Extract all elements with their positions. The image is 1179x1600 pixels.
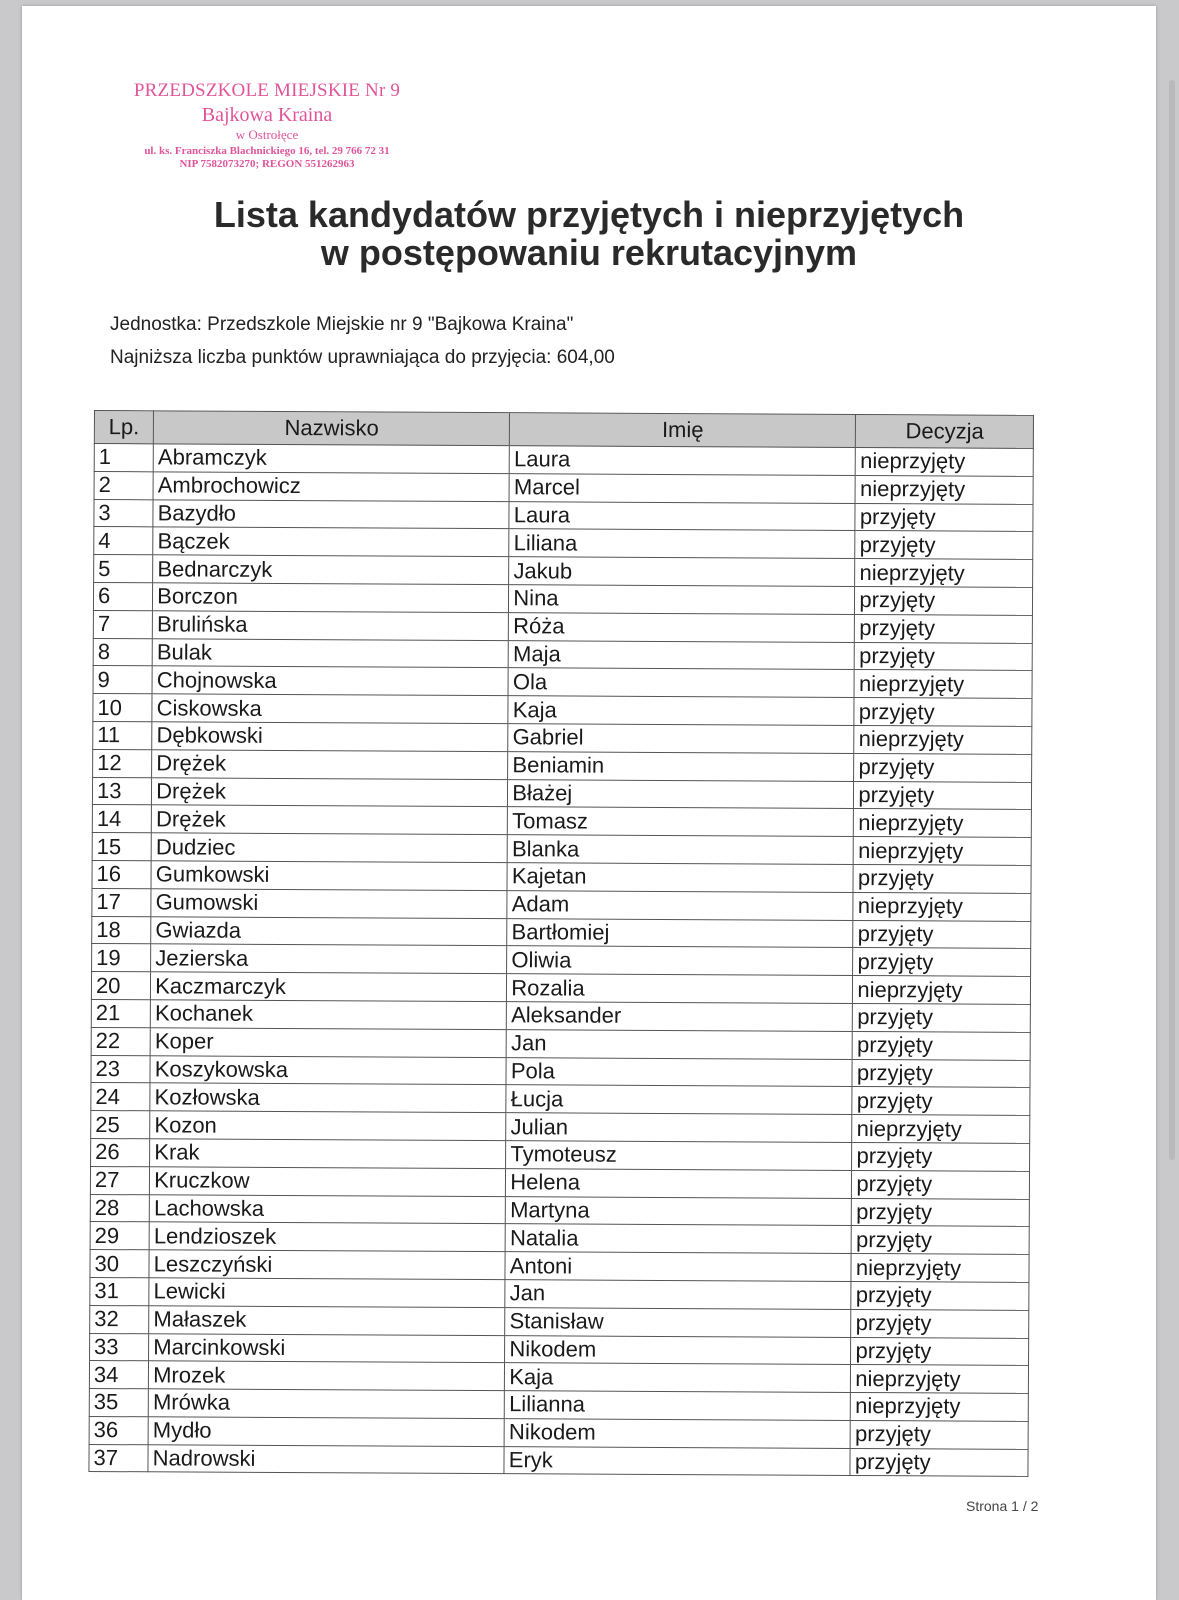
row-first-name: Julian bbox=[506, 1113, 852, 1143]
row-decision: przyjęty bbox=[852, 1198, 1030, 1227]
row-lp: 37 bbox=[89, 1444, 148, 1472]
row-decision: nieprzyjęty bbox=[855, 475, 1033, 504]
row-first-name: Oliwia bbox=[507, 946, 853, 976]
row-first-name: Liliana bbox=[509, 529, 855, 559]
table-row bbox=[89, 1444, 1028, 1477]
row-first-name: Maja bbox=[508, 640, 854, 670]
row-first-name: Tymoteusz bbox=[506, 1141, 852, 1171]
row-surname: Mydło bbox=[148, 1417, 504, 1447]
row-lp: 27 bbox=[90, 1166, 149, 1194]
row-lp: 14 bbox=[92, 805, 151, 833]
row-surname: Lewicki bbox=[149, 1278, 505, 1308]
stamp-line-4: ul. ks. Franciszka Blachnickiego 16, tel. 29 766 72 31 bbox=[144, 145, 390, 157]
row-first-name: Blanka bbox=[507, 835, 853, 865]
row-first-name: Eryk bbox=[504, 1446, 850, 1476]
row-lp: 22 bbox=[91, 1027, 150, 1055]
row-lp: 3 bbox=[94, 499, 153, 527]
row-decision: przyjęty bbox=[851, 1337, 1029, 1366]
row-decision: nieprzyjęty bbox=[854, 837, 1032, 866]
row-first-name: Bartłomiej bbox=[507, 918, 853, 948]
row-decision: przyjęty bbox=[854, 781, 1032, 810]
row-decision: nieprzyjęty bbox=[854, 725, 1032, 754]
row-lp: 16 bbox=[92, 860, 151, 888]
row-decision: przyjęty bbox=[853, 864, 1031, 893]
row-decision: przyjęty bbox=[854, 753, 1032, 782]
row-first-name: Martyna bbox=[506, 1196, 852, 1226]
row-decision: przyjęty bbox=[851, 1226, 1029, 1255]
row-decision: przyjęty bbox=[853, 920, 1031, 949]
row-surname: Kozłowska bbox=[150, 1083, 506, 1113]
row-surname: Bednarczyk bbox=[153, 555, 509, 585]
row-surname: Kochanek bbox=[150, 1000, 506, 1030]
row-decision: przyjęty bbox=[853, 948, 1031, 977]
row-lp: 15 bbox=[92, 833, 151, 861]
row-decision: przyjęty bbox=[854, 698, 1032, 727]
title-line-2: w postępowaniu rekrutacyjnym bbox=[320, 232, 858, 273]
row-surname: Abramczyk bbox=[153, 444, 509, 474]
row-decision: przyjęty bbox=[850, 1448, 1028, 1477]
row-surname: Kozon bbox=[150, 1111, 506, 1141]
row-surname: Nadrowski bbox=[148, 1444, 504, 1474]
row-lp: 6 bbox=[93, 582, 152, 610]
row-decision: przyjęty bbox=[851, 1309, 1029, 1338]
row-lp: 8 bbox=[93, 638, 152, 666]
table-body bbox=[89, 444, 1033, 1477]
title-line-1: Lista kandydatów przyjętych i nieprzyjętych bbox=[213, 194, 965, 235]
row-first-name: Pola bbox=[506, 1057, 852, 1087]
row-lp: 5 bbox=[94, 555, 153, 583]
row-lp: 23 bbox=[91, 1055, 150, 1083]
row-surname: Koszykowska bbox=[150, 1055, 506, 1085]
row-decision: przyjęty bbox=[850, 1420, 1028, 1449]
row-first-name: Gabriel bbox=[508, 724, 854, 754]
row-lp: 1 bbox=[94, 444, 153, 472]
row-first-name: Kajetan bbox=[507, 863, 853, 893]
row-first-name: Laura bbox=[509, 446, 855, 476]
row-first-name: Lilianna bbox=[505, 1391, 851, 1421]
row-surname: Bączek bbox=[153, 527, 509, 557]
row-surname: Mrozek bbox=[149, 1361, 505, 1391]
row-first-name: Laura bbox=[509, 501, 855, 531]
unit-label: Jednostka: Przedszkole Miejskie nr 9 "Bajkowa Kraina" bbox=[110, 314, 574, 335]
row-surname: Chojnowska bbox=[152, 666, 508, 696]
table-header-row bbox=[94, 411, 1033, 449]
row-lp: 12 bbox=[93, 749, 152, 777]
row-first-name: Beniamin bbox=[508, 751, 854, 781]
row-lp: 17 bbox=[92, 888, 151, 916]
row-surname: Drężek bbox=[151, 805, 507, 835]
row-lp: 33 bbox=[90, 1333, 149, 1361]
page-number: Strona 1 / 2 bbox=[966, 1498, 1039, 1514]
row-surname: Drężek bbox=[152, 750, 508, 780]
document-meta bbox=[110, 314, 615, 380]
row-decision: przyjęty bbox=[853, 1003, 1031, 1032]
row-lp: 10 bbox=[93, 694, 152, 722]
row-surname: Dudziec bbox=[151, 833, 507, 863]
row-surname: Leszczyński bbox=[149, 1250, 505, 1280]
row-surname: Marcinkowski bbox=[149, 1333, 505, 1363]
row-lp: 2 bbox=[94, 471, 153, 499]
row-first-name: Aleksander bbox=[507, 1002, 853, 1032]
row-decision: nieprzyjęty bbox=[851, 1365, 1029, 1394]
header-decision: Decyzja bbox=[856, 414, 1034, 448]
row-first-name: Natalia bbox=[505, 1224, 851, 1254]
candidates-table bbox=[88, 410, 1034, 1477]
row-first-name: Kaja bbox=[508, 696, 854, 726]
row-decision: nieprzyjęty bbox=[855, 559, 1033, 588]
row-first-name: Kaja bbox=[505, 1363, 851, 1393]
row-surname: Lachowska bbox=[149, 1194, 505, 1224]
row-first-name: Róża bbox=[509, 612, 855, 642]
row-surname: Gumowski bbox=[151, 889, 507, 919]
row-surname: Dębkowski bbox=[152, 722, 508, 752]
row-first-name: Marcel bbox=[509, 473, 855, 503]
stamp-line-3: w Ostrołęce bbox=[235, 127, 299, 142]
stamp-line-1: PRZEDSZKOLE MIEJSKIE Nr 9 bbox=[133, 80, 401, 101]
row-first-name: Antoni bbox=[505, 1252, 851, 1282]
row-decision: nieprzyjęty bbox=[853, 976, 1031, 1005]
row-first-name: Tomasz bbox=[508, 807, 854, 837]
row-lp: 30 bbox=[90, 1250, 149, 1278]
row-first-name: Nina bbox=[509, 585, 855, 615]
min-points-label: Najniższa liczba punktów uprawniająca do przyjęcia: 604,00 bbox=[110, 347, 615, 368]
row-decision: przyjęty bbox=[852, 1087, 1030, 1116]
row-decision: przyjęty bbox=[855, 642, 1033, 671]
row-lp: 28 bbox=[90, 1194, 149, 1222]
row-surname: Drężek bbox=[152, 777, 508, 807]
school-stamp bbox=[122, 80, 412, 170]
row-decision: przyjęty bbox=[851, 1281, 1029, 1310]
row-decision: przyjęty bbox=[855, 503, 1033, 532]
row-lp: 34 bbox=[89, 1361, 148, 1389]
row-surname: Gwiazda bbox=[151, 916, 507, 946]
row-decision: nieprzyjęty bbox=[854, 809, 1032, 838]
row-first-name: Adam bbox=[507, 890, 853, 920]
row-lp: 18 bbox=[92, 916, 151, 944]
row-surname: Lendzioszek bbox=[149, 1222, 505, 1252]
row-surname: Bazydło bbox=[153, 499, 509, 529]
row-first-name: Nikodem bbox=[504, 1419, 850, 1449]
header-surname: Nazwisko bbox=[154, 411, 510, 446]
row-lp: 32 bbox=[90, 1305, 149, 1333]
row-first-name: Helena bbox=[506, 1168, 852, 1198]
row-surname: Małaszek bbox=[149, 1306, 505, 1336]
row-decision: przyjęty bbox=[852, 1059, 1030, 1088]
row-first-name: Jan bbox=[505, 1280, 851, 1310]
row-decision: przyjęty bbox=[855, 531, 1033, 560]
row-lp: 9 bbox=[93, 666, 152, 694]
row-first-name: Stanisław bbox=[505, 1307, 851, 1337]
stamp-line-2: Bajkowa Kraina bbox=[201, 104, 333, 126]
row-lp: 20 bbox=[91, 972, 150, 1000]
row-surname: Bulak bbox=[152, 638, 508, 668]
row-surname: Brulińska bbox=[152, 611, 508, 641]
row-lp: 13 bbox=[92, 777, 151, 805]
row-lp: 4 bbox=[94, 527, 153, 555]
row-decision: przyjęty bbox=[855, 586, 1033, 615]
row-first-name: Łucja bbox=[506, 1085, 852, 1115]
document-title bbox=[22, 196, 1156, 272]
row-lp: 29 bbox=[90, 1222, 149, 1250]
document-page bbox=[22, 6, 1156, 1600]
row-surname: Kaczmarczyk bbox=[151, 972, 507, 1002]
row-decision: nieprzyjęty bbox=[851, 1393, 1029, 1422]
row-decision: przyjęty bbox=[855, 614, 1033, 643]
row-lp: 7 bbox=[93, 610, 152, 638]
row-lp: 25 bbox=[91, 1111, 150, 1139]
row-first-name: Jakub bbox=[509, 557, 855, 587]
row-lp: 11 bbox=[93, 721, 152, 749]
row-first-name: Ola bbox=[508, 668, 854, 698]
row-lp: 35 bbox=[89, 1389, 148, 1417]
row-surname: Gumkowski bbox=[151, 861, 507, 891]
row-surname: Borczon bbox=[153, 583, 509, 613]
row-decision: nieprzyjęty bbox=[854, 670, 1032, 699]
row-first-name: Jan bbox=[506, 1029, 852, 1059]
scrollbar[interactable] bbox=[1169, 80, 1175, 1160]
row-decision: przyjęty bbox=[852, 1170, 1030, 1199]
row-first-name: Nikodem bbox=[505, 1335, 851, 1365]
row-surname: Kruczkow bbox=[150, 1167, 506, 1197]
row-lp: 21 bbox=[91, 999, 150, 1027]
header-first-name: Imię bbox=[510, 413, 856, 448]
row-decision: nieprzyjęty bbox=[853, 892, 1031, 921]
row-decision: nieprzyjęty bbox=[852, 1115, 1030, 1144]
row-decision: nieprzyjęty bbox=[851, 1254, 1029, 1283]
row-first-name: Błażej bbox=[508, 779, 854, 809]
stamp-line-5: NIP 7582073270; REGON 551262963 bbox=[179, 158, 355, 170]
header-lp: Lp. bbox=[94, 411, 153, 444]
row-lp: 19 bbox=[92, 944, 151, 972]
row-surname: Ciskowska bbox=[152, 694, 508, 724]
row-lp: 26 bbox=[91, 1138, 150, 1166]
row-lp: 36 bbox=[89, 1416, 148, 1444]
row-decision: nieprzyjęty bbox=[856, 447, 1034, 476]
row-first-name: Rozalia bbox=[507, 974, 853, 1004]
row-surname: Mrówka bbox=[148, 1389, 504, 1419]
row-lp: 31 bbox=[90, 1277, 149, 1305]
row-surname: Koper bbox=[150, 1028, 506, 1058]
row-surname: Ambrochowicz bbox=[153, 472, 509, 502]
row-surname: Jezierska bbox=[151, 944, 507, 974]
row-decision: przyjęty bbox=[853, 1031, 1031, 1060]
row-lp: 24 bbox=[91, 1083, 150, 1111]
row-decision: przyjęty bbox=[852, 1142, 1030, 1171]
row-surname: Krak bbox=[150, 1139, 506, 1169]
